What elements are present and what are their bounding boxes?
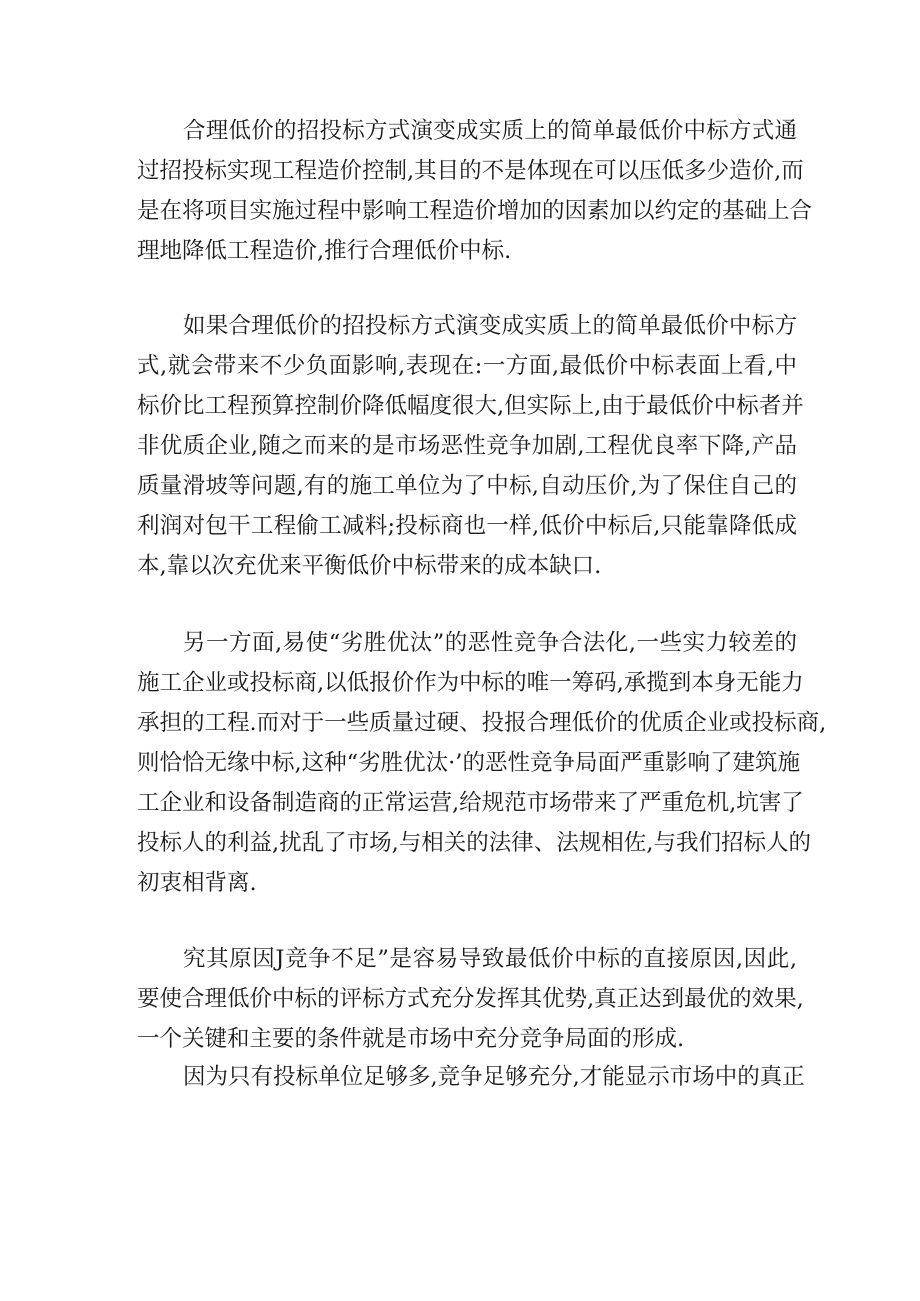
paragraph-2 [137,306,804,586]
text-line: 一个关键和主要的条件就是市场中充分竞争局面的形成. [137,1026,685,1052]
text-line: 另一方面,易使“劣胜优汰”的恶性竞争合法化,一些实力较差的 [183,630,797,656]
text-line: 标价比工程预算控制价降低幅度很大,但实际上,由于最低价中标者并 [137,393,804,419]
text-line: 是在将项目实施过程中影响工程造价增加的因素加以约定的基础上合 [137,198,813,224]
text-line: 工企业和设备制造商的正常运营,给规范市场带来了严重危机,坑害了 [137,790,804,816]
text-line: 式,就会带来不少负面影响,表现在:一方面,最低价中标表面上看,中 [137,353,797,379]
text-line: 合理低价的招投标方式演变成实质上的简单最低价中标方式通 [183,118,797,144]
text-line: 因为只有投标单位足够多,竞争足够充分,才能显示市场中的真正 [183,1064,805,1090]
text-line: 质量滑坡等问题,有的施工单位为了中标,自动压价,为了保住自己的 [137,473,797,499]
text-line: 如果合理低价的招投标方式演变成实质上的简单最低价中标方 [183,313,797,339]
text-line: 本,靠以次充优来平衡低价中标带来的成本缺口. [137,553,602,579]
text-line: 承担的工程.而对于一些质量过硬、投报合理低价的优质企业或投标商, [137,710,827,736]
text-line: 要使合理低价中标的评标方式充分发挥其优势,真正达到最优的效果, [137,986,804,1012]
paragraph-3 [137,623,827,903]
paragraph-1 [137,111,813,271]
text-line: 则恰恰无缘中标,这种“劣胜优汰·’的恶性竞争局面严重影响了建筑施 [137,750,800,776]
text-line: 究其原因J竞争不足”是容易导致最低价中标的直接原因,因此, [183,946,797,972]
text-line: 理地降低工程造价,推行合理低价中标. [137,238,512,264]
text-line: 施工企业或投标商,以低报价作为中标的唯一筹码,承揽到本身无能力 [137,670,804,696]
text-line: 利润对包干工程偷工减料;投标商也一样,低价中标后,只能靠降低成 [137,513,797,539]
paragraph-4 [137,939,804,1059]
text-line: 过招投标实现工程造价控制,其目的不是体现在可以压低多少造价,而 [137,158,804,184]
paragraph-5 [137,1057,805,1097]
text-line: 初衷相背离. [137,870,257,896]
text-line: 非优质企业,随之而来的是市场恶性竞争加剧,工程优良率下降,产品 [137,433,797,459]
text-line: 投标人的利益,扰乱了市场,与相关的法律、法规相佐,与我们招标人的 [137,830,811,856]
